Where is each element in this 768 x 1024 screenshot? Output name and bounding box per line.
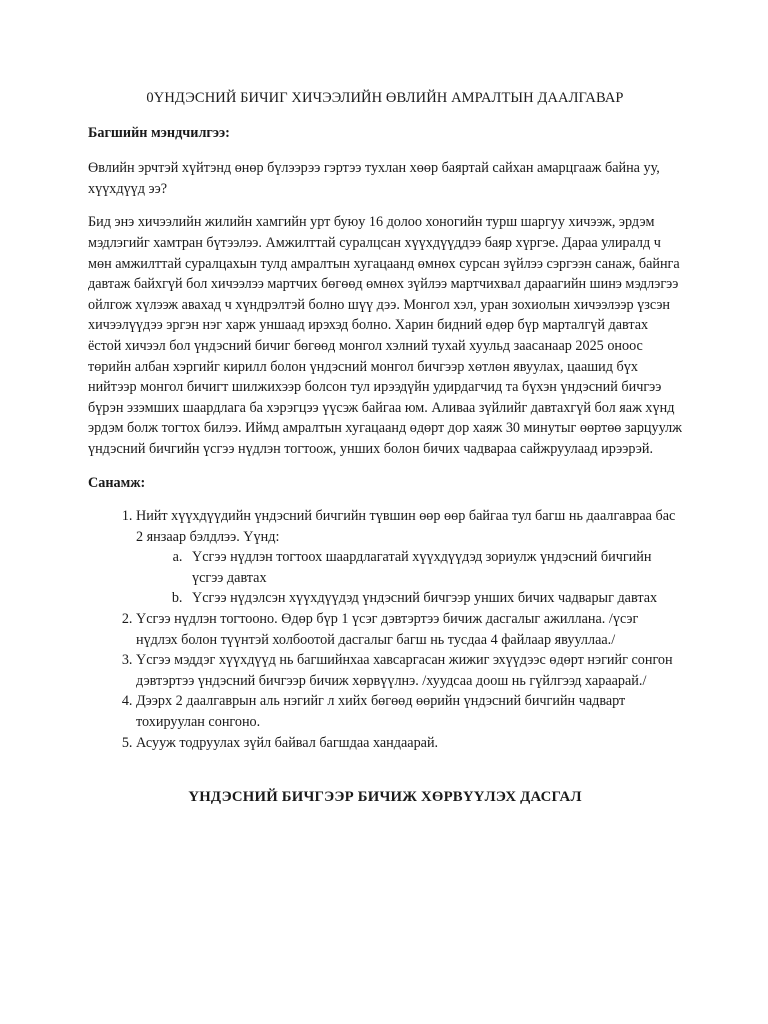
notes-list xyxy=(88,506,682,753)
greeting-label: Багшийн мэндчилгээ: xyxy=(88,124,230,141)
notes-item-3: 3. Үсгээ мэддэг хүүхдүүд нь багшийнхаа хавсаргасан жижиг эхүүдээс өдөрт нэгийг сонгон дэвтэртээ үндэсний бичгээр бичиж хөрвүүлнэ. /хуудсаа доош нь гүйлгээд хараарай./ xyxy=(136,650,682,691)
notes-subitem-a: a. Үсгээ нүдлэн тогтоох шаардлагатай хүүхдүүдэд зориулж үндэсний бичгийн үсгээ давтах xyxy=(186,547,682,588)
greeting-paragraph: Өвлийн эрчтэй хүйтэнд өнөр бүлээрээ гэртээ тухлан хөөр баяртай сайхан амарцгааж байна уу, хүүхдүүд ээ? xyxy=(88,160,660,197)
notes-item-2: 2. Үсгээ нүдлэн тогтооно. Өдөр бүр 1 үсэг дэвтэртээ бичиж дасгалыг ажиллана. /үсэг нүдлэх болон түүнтэй холбоотой дасгалыг багш нь тусдаа 4 файлаар явууллаа./ xyxy=(136,609,682,650)
document-title: 0ҮНДЭСНИЙ БИЧИГ ХИЧЭЭЛИЙН ӨВЛИЙН АМРАЛТЫН ДААЛГАВАР xyxy=(146,90,624,106)
notes-item-1 xyxy=(136,506,682,609)
notes-item-4: 4. Дээрх 2 даалгаврын аль нэгийг л хийх бөгөөд өөрийн үндэсний бичгийн чадварт тохируулан сонгоно. xyxy=(136,691,682,732)
notes-item-1-text: Нийт хүүхдүүдийн үндэсний бичгийн түвшин өөр өөр байгаа тул багш нь даалгавраа бас 2 янзаар бэлдлээ. Үүнд: xyxy=(136,508,676,545)
main-paragraph: Бид энэ хичээлийн жилийн хамгийн урт буюу 16 долоо хоногийн турш шаргуу хичээж, эрдэм мэдлэгийг хамтран бүтээлээ. Амжилттай суралцсан хүүхдүүддээ баяр хүргэе. Дараа улиралд ч мөн амжилттай суралцахын тулд амралтын хугацаанд өмнөх сурсан зүйлээ сэргээн санаж, байнга давтаж байхгүй бол хичээлээ мартчих бөгөөд өмнөх зүйлээ мартчихвал дараагийн шинэ мэдлэгээ ойлгож хүлээж авахад ч хүндрэлтэй болно шүү дээ. Монгол хэл, уран зохиолын хичээлээр үзсэн хичээлүүдээ эргэн нэг харж уншаад ирэхэд болно. Харин бидний өдөр бүр марталгүй давтах ёстой хичээл бол үндэсний бичиг бөгөөд монгол хэлний тухай хуульд заасанаар 2025 оноос төрийн албан хэргийг кирилл болон үндэсний монгол бичгээр хөтлөн явуулах, цаашид бүх нийтээр монгол бичигт шилжихээр болсон тул ирээдүйн удирдагчид та бүхэн үндэсний бичгээ бүрэн эзэмших шаардлага ба хэрэгцээ үүсэж байгаа юм. Аливаа зүйлийг давтахгүй бол яаж хүнд эрдэм болж тогтох билээ. Иймд амралтын хугацаанд өдөрт дор хаяж 30 минутыг өөртөө зарцуулж үндэсний бичгийн үсгээ нүдлэн тогтоож, унших болон бичих чадвараа сайжруулаад ирээрэй. xyxy=(88,214,682,457)
notes-item-5: 5. Асууж тодруулах зүйл байвал багшдаа хандаарай. xyxy=(136,733,682,754)
notes-label: Санамж: xyxy=(88,474,146,491)
section-title: ҮНДЭСНИЙ БИЧГЭЭР БИЧИЖ ХӨРВҮҮЛЭХ ДАСГАЛ xyxy=(188,789,582,806)
notes-subitem-b: b. Үсгээ нүдэлсэн хүүхдүүдэд үндэсний бичгээр унших бичих чадварыг давтах xyxy=(186,588,682,609)
notes-sublist xyxy=(136,547,682,609)
